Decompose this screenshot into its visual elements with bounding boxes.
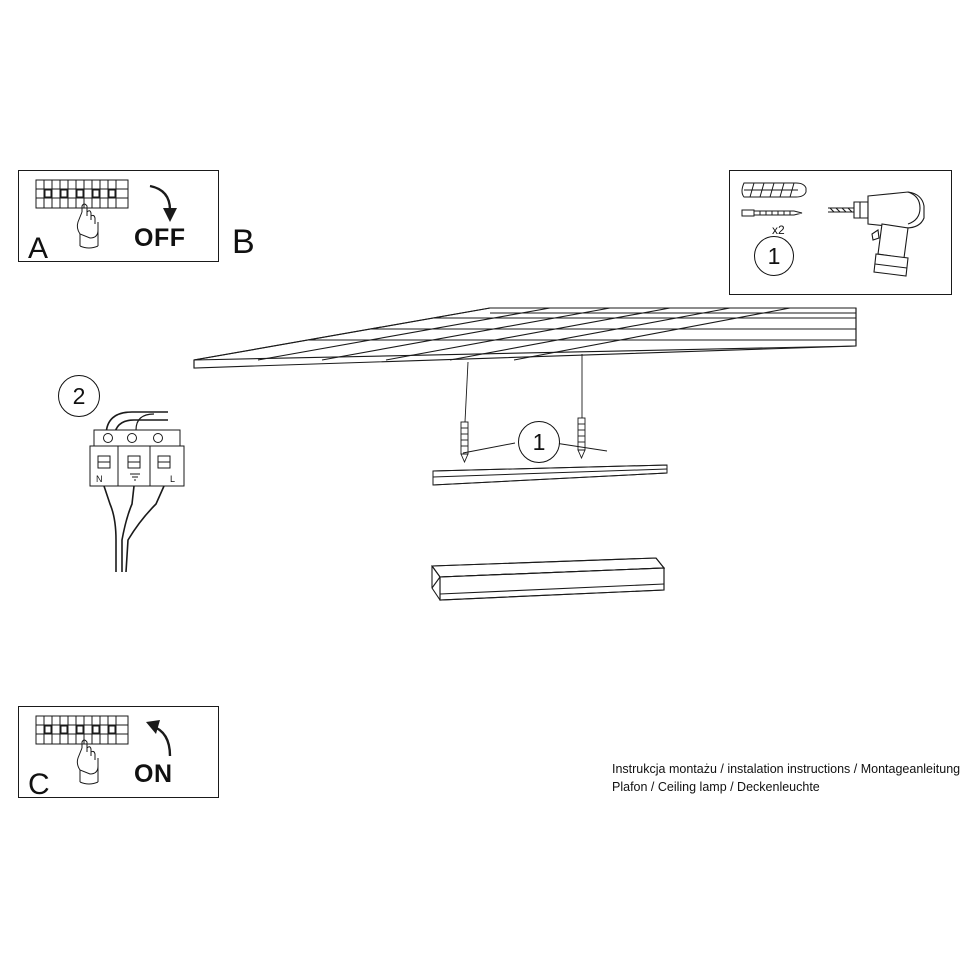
curved-arrow-down-icon [140, 180, 190, 228]
ceiling-grid [180, 300, 880, 400]
fuse-box-hand-icon [32, 176, 142, 256]
step-a-letter: A [28, 232, 49, 265]
step-c-state-label: ON [134, 760, 173, 788]
step-b-letter: B [232, 223, 255, 261]
step-a-state-label: OFF [134, 224, 186, 252]
callout-1-quantity: x2 [772, 223, 785, 237]
curved-arrow-up-icon [140, 712, 190, 760]
power-drill-icon [820, 176, 940, 286]
lamp-body [410, 552, 680, 632]
svg-text:L: L [170, 474, 176, 484]
step-c-letter: C [28, 768, 50, 801]
fuse-box-hand-icon-c [32, 712, 142, 792]
terminal-block-icon [80, 400, 210, 575]
screw-icon [738, 205, 810, 221]
footer-text [612, 760, 960, 796]
svg-text:N: N [96, 474, 103, 484]
mounting-bar [415, 455, 680, 515]
footer-line-1: Instrukcja montażu / instalation instructions / Montageanleitung [612, 762, 961, 776]
callout-2-badge: 2 [58, 375, 100, 417]
wall-plug-icon [738, 175, 818, 205]
callout-1-center-badge: 1 [518, 421, 560, 463]
callout-1-badge: 1 [754, 236, 794, 276]
footer-line-2: Plafon / Ceiling lamp / Deckenleuchte [612, 780, 820, 794]
